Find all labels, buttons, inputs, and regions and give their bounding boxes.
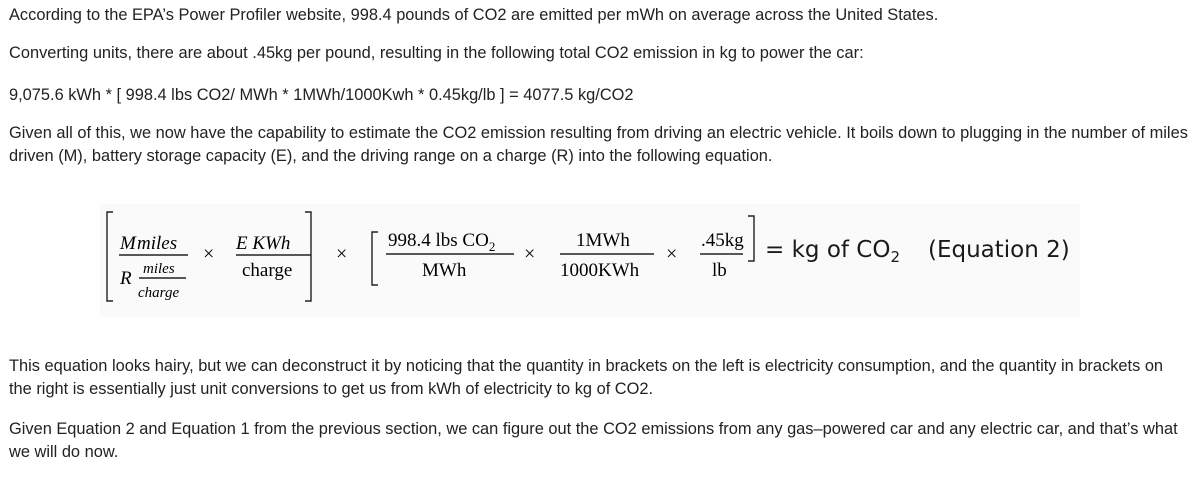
kg-denominator: lb [712, 260, 727, 281]
times-sign-1: × [203, 243, 215, 265]
equation-result-text: = kg of CO [765, 237, 891, 263]
co2-numerator [388, 230, 495, 254]
unit-miles-small: miles [143, 261, 175, 277]
mwh-numerator: 1MWh [576, 230, 630, 251]
paragraph-calculation: 9,075.6 kWh * [ 998.4 lbs CO2/ MWh * 1MWh/1000Kwh * 0.45kg/lb ] = 4077.5 kg/CO2 [9, 86, 634, 104]
times-sign-3: × [524, 243, 536, 265]
paragraph-conclusion: Given Equation 2 and Equation 1 from the previous section, we can figure out the CO2 emissions from any gas–powered car and any electric car, and that’s what we will do now. [9, 420, 1178, 461]
energy-numerator: E KWh [236, 233, 291, 254]
co2-numerator-text: 998.4 lbs CO [388, 230, 489, 251]
mwh-denominator: 1000KWh [560, 260, 640, 281]
times-sign-2: × [336, 243, 348, 265]
energy-denominator: charge [242, 260, 293, 281]
var-r: R [120, 268, 132, 289]
right-bracket-close [748, 216, 754, 261]
paragraph-capability: Given all of this, we now have the capability to estimate the CO2 emission resulting from driving an electric vehicle. It boils down to plugging in the number of miles driven (M), battery storage capacity (E), and the driving range on a charge (R) into the following equation. [9, 124, 1188, 165]
equation-result-subscript: 2 [890, 248, 901, 266]
unit-miles: miles [137, 233, 178, 254]
equation-label: (Equation 2) [928, 237, 1070, 263]
co2-numerator-subscript: 2 [488, 239, 496, 254]
times-sign-4: × [666, 243, 678, 265]
right-bracket-open [372, 232, 378, 285]
kg-numerator: .45kg [701, 230, 744, 251]
co2-denominator: MWh [422, 260, 467, 281]
var-m: M [120, 233, 136, 254]
paragraph-unit-conversion: Converting units, there are about .45kg per pound, resulting in the following total CO2 emission in kg to power the car: [9, 44, 864, 62]
paragraph-deconstruct: This equation looks hairy, but we can deconstruct it by noticing that the quantity in brackets on the left is electricity consumption, and the quantity in brackets on the right is essentially just unit conversions to get us from kWh of electricity to kg of CO2. [9, 357, 1164, 398]
paragraph-power-profiler: According to the EPA’s Power Profiler website, 998.4 pounds of CO2 are emitted per mWh on average across the United States. [9, 6, 939, 24]
left-bracket-open [107, 212, 113, 301]
left-bracket-close [305, 212, 311, 301]
equation-result [765, 237, 900, 266]
equation-2 [100, 204, 800, 317]
unit-charge-small: charge [138, 285, 180, 301]
